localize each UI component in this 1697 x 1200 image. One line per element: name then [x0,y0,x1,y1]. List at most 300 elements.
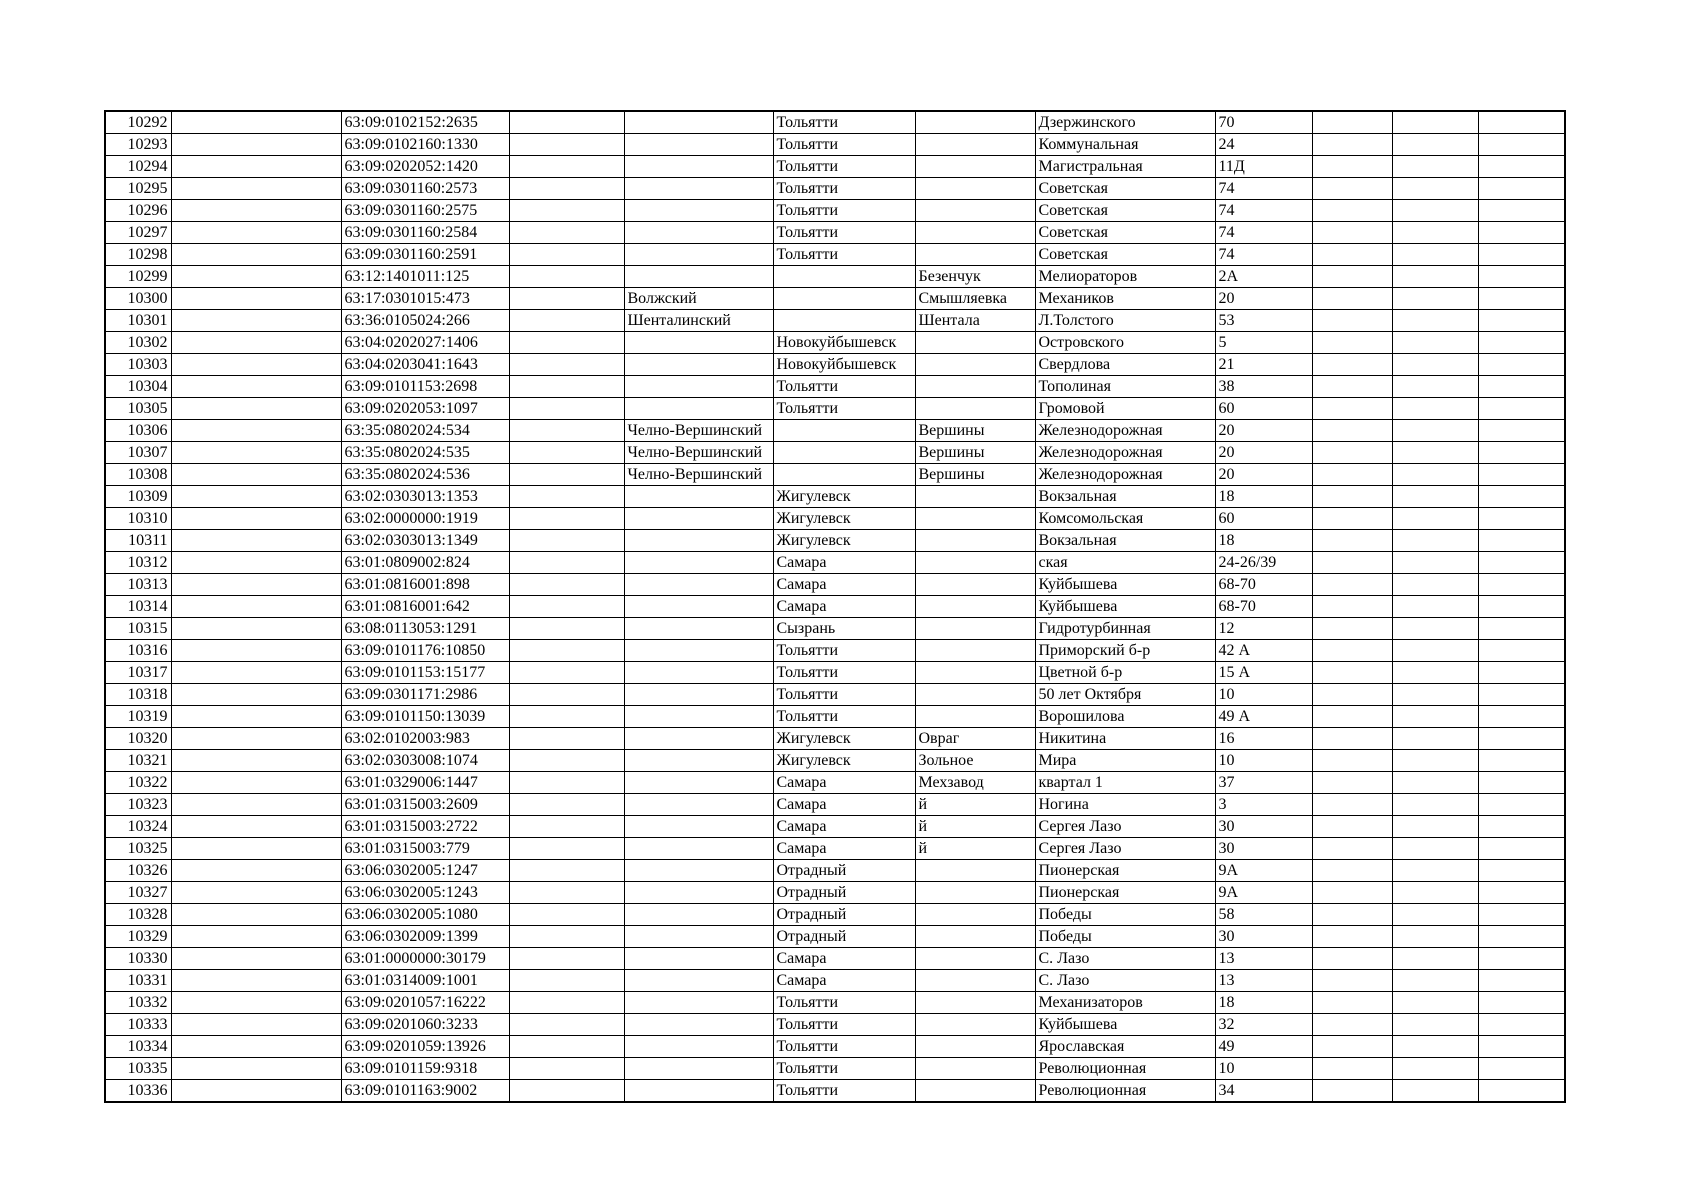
settlement-cell [915,948,1035,970]
empty-cell [1312,200,1392,222]
city-cell: Самара [773,596,915,618]
house-number-cell: 74 [1215,200,1312,222]
row-number-cell: 10330 [105,948,171,970]
empty-cell [1478,706,1565,728]
row-number-cell: 10298 [105,244,171,266]
table-row [105,354,1565,376]
empty-cell [171,772,341,794]
empty-cell [509,574,624,596]
table-row [105,420,1565,442]
empty-cell [1478,1036,1565,1058]
settlement-cell: Безенчук [915,266,1035,288]
table-row [105,244,1565,266]
table-row [105,1036,1565,1058]
table-row [105,904,1565,926]
table-row [105,728,1565,750]
house-number-cell: 20 [1215,420,1312,442]
table-row [105,1058,1565,1080]
empty-cell [509,1014,624,1036]
table-row [105,332,1565,354]
city-cell: Тольятти [773,992,915,1014]
empty-cell [1478,464,1565,486]
settlement-cell: Вершины [915,442,1035,464]
empty-cell [1392,992,1478,1014]
empty-cell [171,464,341,486]
row-number-cell: 10325 [105,838,171,860]
city-cell: Тольятти [773,1058,915,1080]
street-cell: Гидротурбинная [1035,618,1215,640]
table-row [105,640,1565,662]
district-cell [624,178,773,200]
settlement-cell [915,1080,1035,1103]
empty-cell [509,794,624,816]
cadastral-number-cell: 63:09:0301160:2591 [341,244,509,266]
row-number-cell: 10297 [105,222,171,244]
empty-cell [1392,728,1478,750]
row-number-cell: 10327 [105,882,171,904]
cadastral-number-cell: 63:02:0303013:1349 [341,530,509,552]
district-cell: Челно-Вершинский [624,442,773,464]
settlement-cell: Овраг [915,728,1035,750]
district-cell [624,970,773,992]
street-cell: Мелиораторов [1035,266,1215,288]
empty-cell [171,970,341,992]
city-cell: Тольятти [773,222,915,244]
empty-cell [1478,442,1565,464]
settlement-cell [915,530,1035,552]
settlement-cell [915,970,1035,992]
city-cell: Тольятти [773,398,915,420]
city-cell: Отрадный [773,904,915,926]
empty-cell [1392,750,1478,772]
house-number-cell: 30 [1215,838,1312,860]
empty-cell [1312,178,1392,200]
cadastral-number-cell: 63:04:0202027:1406 [341,332,509,354]
empty-cell [509,750,624,772]
empty-cell [171,398,341,420]
empty-cell [1478,662,1565,684]
city-cell: Тольятти [773,706,915,728]
city-cell: Сызрань [773,618,915,640]
house-number-cell: 68-70 [1215,574,1312,596]
house-number-cell: 18 [1215,992,1312,1014]
empty-cell [1392,420,1478,442]
street-cell: Революционная [1035,1080,1215,1103]
house-number-cell: 68-70 [1215,596,1312,618]
empty-cell [1478,904,1565,926]
row-number-cell: 10294 [105,156,171,178]
empty-cell [509,772,624,794]
district-cell [624,1036,773,1058]
empty-cell [1312,508,1392,530]
house-number-cell: 20 [1215,288,1312,310]
house-number-cell: 38 [1215,376,1312,398]
empty-cell [1392,618,1478,640]
empty-cell [1312,222,1392,244]
empty-cell [171,794,341,816]
house-number-cell: 30 [1215,816,1312,838]
empty-cell [509,838,624,860]
empty-cell [509,332,624,354]
table-row [105,816,1565,838]
empty-cell [1312,288,1392,310]
settlement-cell [915,706,1035,728]
city-cell: Тольятти [773,178,915,200]
house-number-cell: 2А [1215,266,1312,288]
cadastral-number-cell: 63:01:0000000:30179 [341,948,509,970]
empty-cell [1312,772,1392,794]
empty-cell [1478,332,1565,354]
house-number-cell: 32 [1215,1014,1312,1036]
table-row [105,552,1565,574]
empty-cell [509,244,624,266]
empty-cell [1478,772,1565,794]
empty-cell [1312,750,1392,772]
row-number-cell: 10332 [105,992,171,1014]
settlement-cell [915,1036,1035,1058]
street-cell: С. Лазо [1035,970,1215,992]
empty-cell [171,728,341,750]
row-number-cell: 10301 [105,310,171,332]
empty-cell [509,530,624,552]
empty-cell [1392,772,1478,794]
empty-cell [171,1036,341,1058]
settlement-cell [915,134,1035,156]
city-cell: Самара [773,948,915,970]
empty-cell [171,816,341,838]
empty-cell [1312,332,1392,354]
empty-cell [1312,266,1392,288]
cadastral-number-cell: 63:01:0816001:898 [341,574,509,596]
cadastral-number-cell: 63:35:0802024:535 [341,442,509,464]
table-row [105,860,1565,882]
district-cell [624,882,773,904]
empty-cell [1478,508,1565,530]
house-number-cell: 58 [1215,904,1312,926]
empty-cell [509,288,624,310]
empty-cell [1392,442,1478,464]
empty-cell [509,156,624,178]
house-number-cell: 34 [1215,1080,1312,1103]
document-page [104,110,1564,1103]
empty-cell [1312,838,1392,860]
street-cell: Революционная [1035,1058,1215,1080]
house-number-cell: 20 [1215,442,1312,464]
empty-cell [509,970,624,992]
row-number-cell: 10292 [105,111,171,134]
empty-cell [171,420,341,442]
street-cell: Магистральная [1035,156,1215,178]
street-cell: С. Лазо [1035,948,1215,970]
city-cell [773,420,915,442]
empty-cell [1392,111,1478,134]
empty-cell [1312,552,1392,574]
cadastral-number-cell: 63:02:0303008:1074 [341,750,509,772]
settlement-cell [915,376,1035,398]
city-cell: Тольятти [773,111,915,134]
empty-cell [171,552,341,574]
district-cell [624,794,773,816]
empty-cell [1478,266,1565,288]
district-cell [624,750,773,772]
empty-cell [171,354,341,376]
empty-cell [509,904,624,926]
city-cell: Жигулевск [773,530,915,552]
table-row [105,530,1565,552]
row-number-cell: 10318 [105,684,171,706]
settlement-cell [915,156,1035,178]
city-cell: Самара [773,552,915,574]
settlement-cell: й [915,794,1035,816]
empty-cell [1478,794,1565,816]
district-cell [624,332,773,354]
street-cell: Куйбышева [1035,1014,1215,1036]
empty-cell [1478,288,1565,310]
settlement-cell: Смышляевка [915,288,1035,310]
table-row [105,178,1565,200]
district-cell: Челно-Вершинский [624,464,773,486]
empty-cell [509,948,624,970]
house-number-cell: 5 [1215,332,1312,354]
empty-cell [1392,794,1478,816]
row-number-cell: 10316 [105,640,171,662]
row-number-cell: 10319 [105,706,171,728]
empty-cell [1312,662,1392,684]
district-cell [624,926,773,948]
district-cell [624,398,773,420]
empty-cell [509,552,624,574]
empty-cell [509,464,624,486]
district-cell [624,618,773,640]
table-row [105,442,1565,464]
cadastral-number-cell: 63:09:0201057:16222 [341,992,509,1014]
empty-cell [1478,354,1565,376]
empty-cell [171,508,341,530]
city-cell: Новокуйбышевск [773,354,915,376]
cadastral-number-cell: 63:06:0302005:1243 [341,882,509,904]
district-cell [624,1058,773,1080]
table-row [105,970,1565,992]
cadastral-number-cell: 63:09:0201060:3233 [341,1014,509,1036]
empty-cell [1312,134,1392,156]
street-cell: Советская [1035,178,1215,200]
district-cell [624,816,773,838]
cadastral-number-cell: 63:09:0101176:10850 [341,640,509,662]
empty-cell [1312,486,1392,508]
street-cell: Вокзальная [1035,530,1215,552]
empty-cell [509,860,624,882]
empty-cell [171,926,341,948]
row-number-cell: 10296 [105,200,171,222]
empty-cell [1392,574,1478,596]
empty-cell [1478,200,1565,222]
settlement-cell [915,332,1035,354]
street-cell: Ногина [1035,794,1215,816]
house-number-cell: 49 А [1215,706,1312,728]
empty-cell [1312,1080,1392,1103]
empty-cell [509,508,624,530]
empty-cell [1312,816,1392,838]
empty-cell [1392,970,1478,992]
empty-cell [509,442,624,464]
table-row [105,750,1565,772]
settlement-cell [915,662,1035,684]
empty-cell [1312,640,1392,662]
empty-cell [509,310,624,332]
table-row [105,706,1565,728]
empty-cell [171,992,341,1014]
house-number-cell: 9А [1215,860,1312,882]
city-cell: Тольятти [773,134,915,156]
empty-cell [171,200,341,222]
city-cell: Жигулевск [773,728,915,750]
house-number-cell: 53 [1215,310,1312,332]
cadastral-number-cell: 63:09:0202053:1097 [341,398,509,420]
cadastral-number-cell: 63:09:0101150:13039 [341,706,509,728]
district-cell: Челно-Вершинский [624,420,773,442]
cadastral-number-cell: 63:17:0301015:473 [341,288,509,310]
city-cell: Отрадный [773,882,915,904]
row-number-cell: 10305 [105,398,171,420]
empty-cell [1392,662,1478,684]
street-cell: Сергея Лазо [1035,816,1215,838]
row-number-cell: 10328 [105,904,171,926]
street-cell: Советская [1035,244,1215,266]
settlement-cell: Вершины [915,420,1035,442]
empty-cell [1478,244,1565,266]
street-cell: Победы [1035,904,1215,926]
district-cell [624,860,773,882]
empty-cell [509,618,624,640]
empty-cell [509,1036,624,1058]
empty-cell [1392,288,1478,310]
empty-cell [1392,156,1478,178]
empty-cell [1478,926,1565,948]
empty-cell [171,662,341,684]
district-cell [624,134,773,156]
street-cell: 50 лет Октября [1035,684,1215,706]
empty-cell [1478,618,1565,640]
row-number-cell: 10308 [105,464,171,486]
table-row [105,926,1565,948]
empty-cell [509,222,624,244]
house-number-cell: 13 [1215,970,1312,992]
empty-cell [1478,574,1565,596]
city-cell: Жигулевск [773,508,915,530]
street-cell: Островского [1035,332,1215,354]
district-cell [624,772,773,794]
row-number-cell: 10304 [105,376,171,398]
empty-cell [1478,111,1565,134]
empty-cell [1478,728,1565,750]
empty-cell [1392,134,1478,156]
empty-cell [1312,618,1392,640]
empty-cell [1312,596,1392,618]
empty-cell [1478,1014,1565,1036]
empty-cell [1392,860,1478,882]
table-row [105,684,1565,706]
district-cell [624,200,773,222]
empty-cell [171,684,341,706]
settlement-cell: й [915,816,1035,838]
empty-cell [171,288,341,310]
empty-cell [509,420,624,442]
city-cell: Тольятти [773,684,915,706]
row-number-cell: 10317 [105,662,171,684]
empty-cell [1478,420,1565,442]
empty-cell [1392,486,1478,508]
empty-cell [1478,838,1565,860]
street-cell: Громовой [1035,398,1215,420]
house-number-cell: 49 [1215,1036,1312,1058]
table-row [105,266,1565,288]
empty-cell [171,904,341,926]
district-cell [624,596,773,618]
empty-cell [1312,1058,1392,1080]
city-cell: Самара [773,772,915,794]
street-cell: Ворошилова [1035,706,1215,728]
empty-cell [1478,398,1565,420]
table-row [105,1080,1565,1103]
empty-cell [171,574,341,596]
street-cell: Никитина [1035,728,1215,750]
empty-cell [1392,1014,1478,1036]
street-cell: Советская [1035,200,1215,222]
district-cell [624,266,773,288]
settlement-cell [915,244,1035,266]
settlement-cell [915,354,1035,376]
table-row [105,992,1565,1014]
row-number-cell: 10310 [105,508,171,530]
empty-cell [171,1014,341,1036]
cadastral-number-cell: 63:02:0000000:1919 [341,508,509,530]
district-cell [624,508,773,530]
empty-cell [509,684,624,706]
city-cell: Самара [773,794,915,816]
empty-cell [1478,596,1565,618]
district-cell [624,244,773,266]
empty-cell [1478,1080,1565,1103]
cadastral-number-cell: 63:02:0102003:983 [341,728,509,750]
street-cell: Железнодорожная [1035,420,1215,442]
empty-cell [1312,398,1392,420]
street-cell: Тополиная [1035,376,1215,398]
empty-cell [1392,464,1478,486]
table-row [105,376,1565,398]
empty-cell [1392,684,1478,706]
house-number-cell: 11Д [1215,156,1312,178]
cadastral-number-cell: 63:01:0809002:824 [341,552,509,574]
city-cell: Тольятти [773,376,915,398]
empty-cell [1312,992,1392,1014]
cadastral-number-cell: 63:09:0101153:15177 [341,662,509,684]
cadastral-number-cell: 63:12:1401011:125 [341,266,509,288]
empty-cell [171,376,341,398]
table-row [105,288,1565,310]
empty-cell [171,244,341,266]
row-number-cell: 10313 [105,574,171,596]
settlement-cell [915,860,1035,882]
district-cell [624,904,773,926]
property-register-table [104,110,1566,1103]
empty-cell [1392,376,1478,398]
house-number-cell: 10 [1215,684,1312,706]
city-cell [773,464,915,486]
house-number-cell: 74 [1215,178,1312,200]
house-number-cell: 16 [1215,728,1312,750]
empty-cell [171,156,341,178]
street-cell: Дзержинского [1035,111,1215,134]
